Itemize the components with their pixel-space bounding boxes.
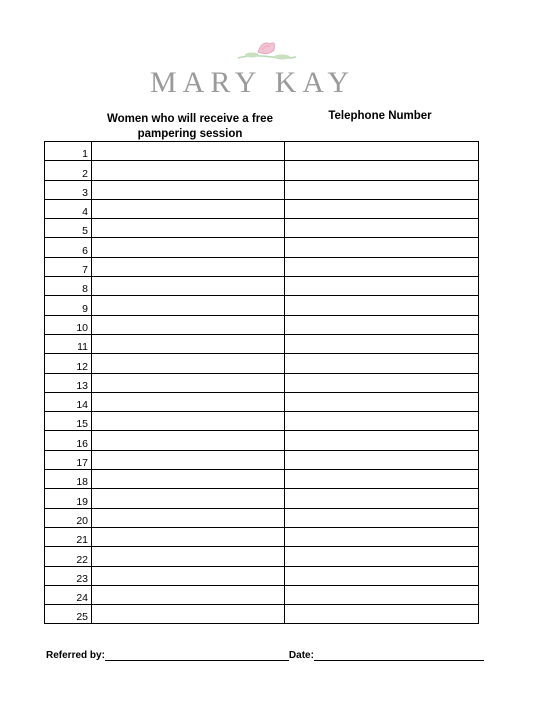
row-number: 10 (45, 315, 92, 334)
row-number: 5 (45, 219, 92, 238)
table-row (45, 585, 479, 604)
name-cell[interactable] (92, 161, 285, 180)
row-number: 2 (45, 161, 92, 180)
row-number: 8 (45, 277, 92, 296)
name-cell[interactable] (92, 277, 285, 296)
referral-table (44, 141, 479, 624)
row-number: 24 (45, 585, 92, 604)
logo-text: MARY KAY (150, 66, 355, 99)
row-number: 6 (45, 238, 92, 257)
phone-cell[interactable] (285, 508, 479, 527)
name-cell[interactable] (92, 431, 285, 450)
column-header-women: Women who will receive a free pampering session (107, 113, 273, 140)
row-number: 3 (45, 180, 92, 199)
phone-cell[interactable] (285, 585, 479, 604)
name-cell[interactable] (92, 489, 285, 508)
table-row (45, 431, 479, 450)
phone-cell[interactable] (285, 334, 479, 353)
phone-cell[interactable] (285, 566, 479, 585)
table-row (45, 142, 479, 161)
referred-by-label: Referred by: (46, 650, 105, 661)
name-cell[interactable] (92, 296, 285, 315)
table-row (45, 412, 479, 431)
name-cell[interactable] (92, 219, 285, 238)
phone-cell[interactable] (285, 199, 479, 218)
name-cell[interactable] (92, 547, 285, 566)
name-cell[interactable] (92, 334, 285, 353)
table-row (45, 219, 479, 238)
name-cell[interactable] (92, 238, 285, 257)
table-row (45, 238, 479, 257)
name-cell[interactable] (92, 450, 285, 469)
name-cell[interactable] (92, 412, 285, 431)
table-row (45, 161, 479, 180)
phone-cell[interactable] (285, 219, 479, 238)
logo (0, 18, 538, 99)
name-cell[interactable] (92, 527, 285, 546)
table-row (45, 257, 479, 276)
name-cell[interactable] (92, 508, 285, 527)
table-row (45, 296, 479, 315)
name-cell[interactable] (92, 180, 285, 199)
row-number: 1 (45, 142, 92, 161)
table-row (45, 315, 479, 334)
table-row (45, 199, 479, 218)
table-row (45, 605, 479, 624)
name-cell[interactable] (92, 585, 285, 604)
table-row (45, 470, 479, 489)
row-number: 22 (45, 547, 92, 566)
row-number: 11 (45, 334, 92, 353)
name-cell[interactable] (92, 373, 285, 392)
phone-cell[interactable] (285, 315, 479, 334)
table-row (45, 527, 479, 546)
row-number: 13 (45, 373, 92, 392)
row-number: 7 (45, 257, 92, 276)
row-number: 25 (45, 605, 92, 624)
name-cell[interactable] (92, 354, 285, 373)
phone-cell[interactable] (285, 605, 479, 624)
table-row (45, 508, 479, 527)
name-cell[interactable] (92, 566, 285, 585)
table-row (45, 392, 479, 411)
row-number: 17 (45, 450, 92, 469)
table-row (45, 373, 479, 392)
phone-cell[interactable] (285, 489, 479, 508)
phone-cell[interactable] (285, 161, 479, 180)
phone-cell[interactable] (285, 527, 479, 546)
name-cell[interactable] (92, 392, 285, 411)
referred-by-field[interactable] (105, 651, 289, 661)
name-cell[interactable] (92, 257, 285, 276)
name-cell[interactable] (92, 199, 285, 218)
phone-cell[interactable] (285, 392, 479, 411)
name-cell[interactable] (92, 470, 285, 489)
name-cell[interactable] (92, 315, 285, 334)
rose-icon (232, 38, 302, 68)
table-row (45, 566, 479, 585)
name-cell[interactable] (92, 605, 285, 624)
row-number: 15 (45, 412, 92, 431)
date-field[interactable] (314, 651, 484, 661)
table-row (45, 354, 479, 373)
row-number: 20 (45, 508, 92, 527)
table-row (45, 489, 479, 508)
phone-cell[interactable] (285, 547, 479, 566)
phone-cell[interactable] (285, 180, 479, 199)
table-row (45, 334, 479, 353)
row-number: 21 (45, 527, 92, 546)
phone-cell[interactable] (285, 142, 479, 161)
table-row (45, 547, 479, 566)
row-number: 9 (45, 296, 92, 315)
phone-cell[interactable] (285, 238, 479, 257)
phone-cell[interactable] (285, 412, 479, 431)
row-number: 4 (45, 199, 92, 218)
phone-cell[interactable] (285, 450, 479, 469)
row-number: 19 (45, 489, 92, 508)
column-header-phone: Telephone Number (328, 110, 432, 122)
row-number: 16 (45, 431, 92, 450)
date-label: Date: (288, 650, 314, 661)
table-row (45, 180, 479, 199)
phone-cell[interactable] (285, 431, 479, 450)
footer (46, 650, 484, 661)
phone-cell[interactable] (285, 373, 479, 392)
phone-cell[interactable] (285, 277, 479, 296)
table-row (45, 450, 479, 469)
phone-cell[interactable] (285, 354, 479, 373)
table-row (45, 277, 479, 296)
name-cell[interactable] (92, 142, 285, 161)
phone-cell[interactable] (285, 470, 479, 489)
phone-cell[interactable] (285, 257, 479, 276)
row-number: 12 (45, 354, 92, 373)
phone-cell[interactable] (285, 296, 479, 315)
row-number: 14 (45, 392, 92, 411)
row-number: 18 (45, 470, 92, 489)
row-number: 23 (45, 566, 92, 585)
